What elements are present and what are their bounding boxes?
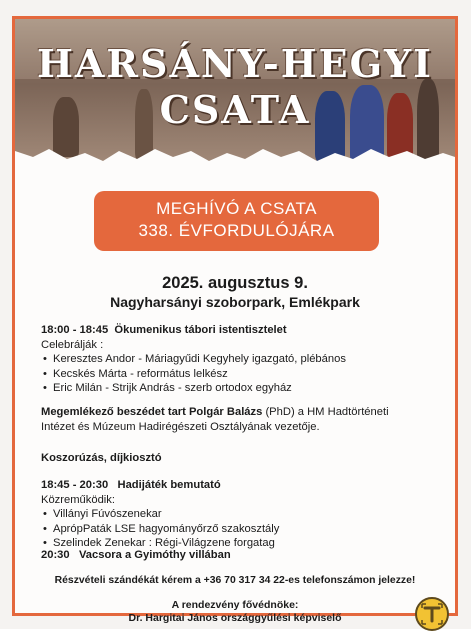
mass-heading — [41, 323, 451, 338]
patron-label: A rendezvény fővédnöke: — [171, 599, 299, 611]
list-item: • Villányi Fúvószenekar — [41, 507, 451, 522]
celebrants-label: Celebrálják : — [41, 338, 104, 351]
rsvp-text: Részvételi szándékát kérem a +36 70 317 34 22-es telefonszámon jelezze! — [54, 575, 416, 586]
list-item: • Keresztes Andor - Máriagyűdi Kegyhely igazgató, plébános — [41, 352, 451, 367]
list-item: • AprópPaták LSE hagyományőrző szakosztály — [41, 522, 451, 537]
t-logo-icon — [415, 597, 449, 631]
title-line-2: CSATA — [159, 87, 311, 132]
event-venue: Nagyharsányi szoborpark, Emlékpark — [110, 294, 360, 310]
participants-label: Közreműködik: — [41, 493, 115, 506]
wargame-section — [41, 478, 451, 551]
mass-section — [41, 323, 451, 396]
participants-list — [41, 507, 451, 551]
invitation-banner — [94, 191, 379, 251]
wargame-time: 18:45 - 20:30 — [41, 479, 109, 491]
dinner-title: Vacsora a Gyimóthy villában — [78, 549, 231, 561]
list-item: • Kecskés Márta - református lelkész — [41, 367, 451, 382]
celebrants-list — [41, 352, 451, 396]
wreath-text: Koszorúzás, díjkiosztó — [41, 452, 162, 464]
speech-section — [41, 405, 451, 434]
list-item: • Eric Milán - Strijk András - szerb ortodox egyház — [41, 381, 451, 396]
wargame-heading — [41, 478, 451, 493]
invitation-line-2: 338. ÉVFORDULÓJÁRA — [138, 221, 335, 240]
mass-time: 18:00 - 18:45 — [41, 324, 109, 336]
speech-line-2: Intézet és Múzeum Hadirégészeti Osztályának vezetője. — [41, 420, 320, 433]
speech-prefix: Megemlékező beszédet tart Polgár Balázs — [41, 406, 263, 418]
invitation-line-1: MEGHÍVÓ A CSATA — [156, 199, 317, 218]
dinner-line — [41, 548, 451, 563]
poster-frame — [12, 16, 458, 624]
torn-paper-edge — [15, 137, 455, 177]
title-line-1: HARSÁNY-HEGYI — [37, 41, 433, 86]
event-date: 2025. augusztus 9. — [162, 274, 308, 292]
list-item: • Szelindek Zenekar : Régi-Világzene forgatag — [41, 536, 451, 551]
wargame-title: Hadijáték bemutató — [117, 479, 221, 491]
mass-title: Ökumenikus tábori istentisztelet — [114, 324, 287, 336]
speech-rest: (PhD) a HM Hadtörténeti — [265, 406, 389, 418]
dinner-time: 20:30 — [41, 549, 70, 561]
patron-name: Dr. Hargitai János országgyűlési képviselő — [128, 612, 342, 624]
